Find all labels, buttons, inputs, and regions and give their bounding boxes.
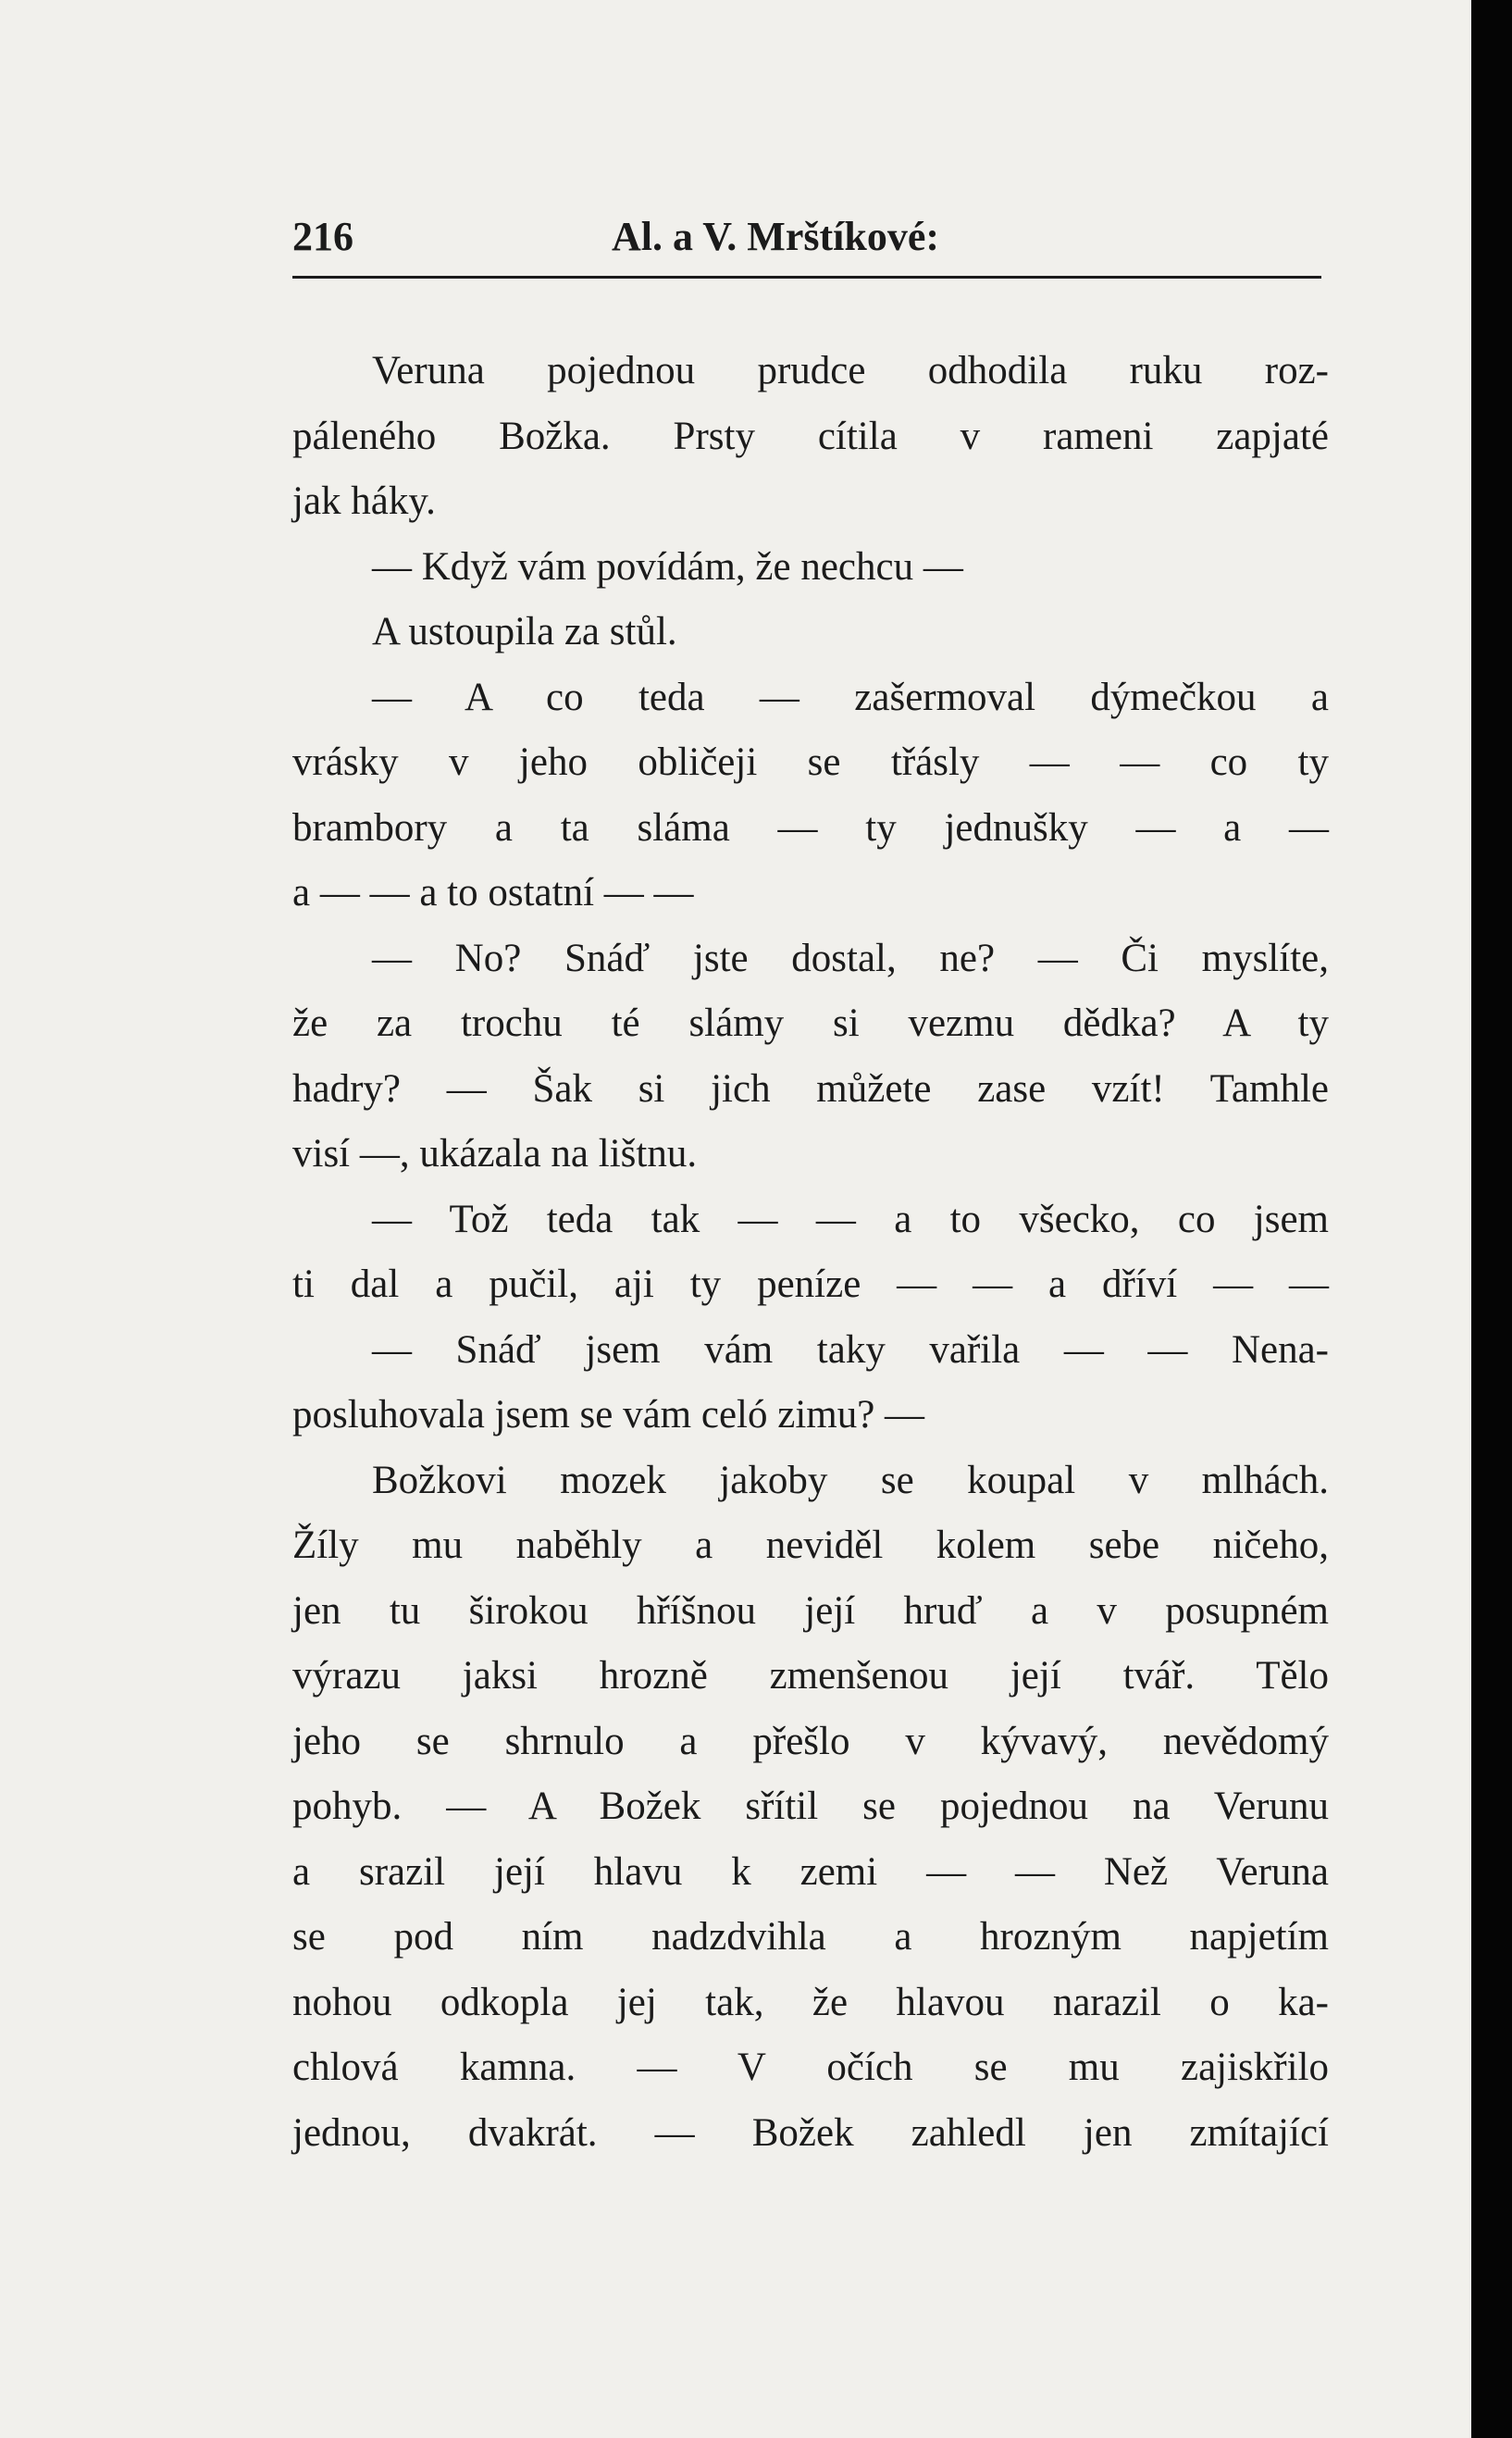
text-line: se pod ním nadzdvihla a hrozným napjetím <box>292 1915 1329 1959</box>
text-line: visí —, ukázala na lištnu. <box>292 1132 698 1175</box>
text-line: pohyb. — A Božek sřítil se pojednou na Verunu <box>292 1785 1329 1828</box>
text-line: nohou odkopla jej tak, že hlavou narazil o ka- <box>292 1980 1329 2024</box>
text-line: jen tu širokou hříšnou její hruď a v posupném <box>292 1588 1329 1633</box>
text-line: chlová kamna. — V očích se mu zajiskřilo <box>292 2046 1329 2089</box>
page-header <box>292 204 1329 278</box>
text-line: páleného Božka. Prsty cítila v rameni zapjaté <box>292 414 1329 458</box>
text-line: Božkovi mozek jakoby se koupal v mlhách. <box>372 1458 1329 1502</box>
text-line: a srazil její hlavu k zemi — — Než Veruna <box>292 1849 1329 1894</box>
text-line: posluhovala jsem se vám celó zimu? — <box>292 1393 925 1437</box>
text-line: a — — a to ostatní — — <box>292 871 694 914</box>
text-line: — Snáď jsem vám taky vařila — — Nena- <box>372 1327 1329 1372</box>
text-line: — No? Snáď jste dostal, ne? — Či myslíte, <box>372 936 1329 980</box>
text-line: Veruna pojednou prudce odhodila ruku roz- <box>372 349 1329 392</box>
text-line: hadry? — Šak si jich můžete zase vzít! Tamhle <box>292 1066 1329 1111</box>
body-text <box>292 339 1329 2166</box>
text-line: — A co teda — zašermoval dýmečkou a <box>372 675 1329 719</box>
text-line: — Tož teda tak — — a to všecko, co jsem <box>372 1197 1329 1241</box>
text-line: vrásky v jeho obličeji se třásly — — co ty <box>292 740 1329 784</box>
text-line: že za trochu té slámy si vezmu dědka? A ty <box>292 1001 1329 1045</box>
text-line: — Když vám povídám, že nechcu — <box>372 544 963 589</box>
text-line: jednou, dvakrát. — Božek zahledl jen zmítající <box>292 2110 1329 2155</box>
text-line: brambory a ta sláma — ty jednušky — a — <box>292 805 1329 850</box>
page-number: 216 <box>292 214 353 259</box>
running-title: Al. a V. Mrštíkové: <box>612 214 940 259</box>
text-line: Žíly mu naběhly a neviděl kolem sebe ničeho, <box>292 1524 1329 1567</box>
text-line: výrazu jaksi hrozně zmenšenou její tvář. Tělo <box>292 1654 1329 1698</box>
scan-edge <box>1471 0 1512 2438</box>
text-line: jak háky. <box>292 479 436 523</box>
text-line: A ustoupila za stůl. <box>372 610 677 653</box>
text-line: ti dal a pučil, aji ty peníze — — a dříví — — <box>292 1263 1329 1306</box>
header-rule <box>292 276 1321 279</box>
text-line: jeho se shrnulo a přešlo v kývavý, nevědomý <box>292 1719 1329 1763</box>
